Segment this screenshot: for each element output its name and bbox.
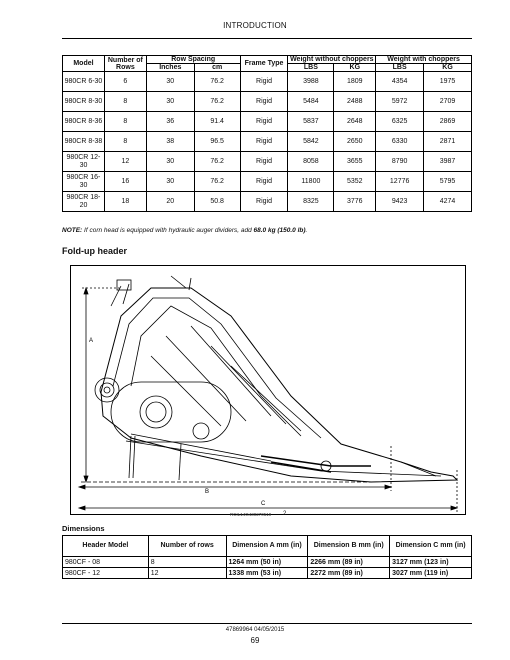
col-lbs-2: LBS: [376, 64, 424, 72]
cell-lbs-with: 8790: [376, 152, 424, 172]
footer-document-code: 47869964 04/05/2015: [225, 627, 285, 633]
cell-cm: 91.4: [194, 112, 240, 132]
cell-lbs-with: 6325: [376, 112, 424, 132]
figure-number: 2: [283, 511, 287, 517]
cell-inches: 30: [146, 152, 194, 172]
cell-dimension-c: 3127 mm (123 in): [390, 557, 472, 568]
label-c: C: [261, 501, 266, 507]
header-diagram: [71, 266, 465, 514]
note-value: 68.0 kg (150.0 lb): [253, 227, 306, 234]
cell-rows: 8: [104, 112, 146, 132]
cell-lbs-with: 4354: [376, 72, 424, 92]
cell-frame: Rigid: [240, 92, 288, 112]
fold-up-header-figure: [70, 265, 466, 515]
col-row-spacing: Row Spacing: [146, 56, 240, 64]
cell-dimension-a: 1338 mm (53 in): [226, 568, 308, 579]
spec-header-row-1: [63, 56, 472, 64]
cell-kg-without: 3655: [334, 152, 376, 172]
table-row: [63, 172, 472, 192]
table-row: [63, 92, 472, 112]
cell-model: 980CR 18-20: [63, 192, 105, 212]
cell-number-of-rows: 8: [148, 557, 226, 568]
col-weight-without: Weight without choppers: [288, 56, 376, 64]
cell-header-model: 980CF - 12: [63, 568, 149, 579]
note-text: If corn head is equipped with hydraulic auger dividers, add: [82, 227, 254, 234]
cell-inches: 38: [146, 132, 194, 152]
table-row: [63, 568, 472, 579]
note-end: .: [305, 227, 308, 234]
col-kg-1: KG: [334, 64, 376, 72]
cell-model: 980CR 8-38: [63, 132, 105, 152]
col-kg-2: KG: [424, 64, 472, 72]
cell-cm: 76.2: [194, 72, 240, 92]
note-label: NOTE:: [62, 227, 83, 234]
cell-number-of-rows: 12: [148, 568, 226, 579]
col-inches: Inches: [146, 64, 194, 72]
cell-kg-with: 2869: [424, 112, 472, 132]
weight-note: [62, 227, 307, 234]
cell-lbs-without: 5842: [288, 132, 334, 152]
cell-header-model: 980CF - 08: [63, 557, 149, 568]
cell-kg-without: 1809: [334, 72, 376, 92]
cell-lbs-without: 3988: [288, 72, 334, 92]
cell-kg-with: 1975: [424, 72, 472, 92]
cell-kg-without: 2648: [334, 112, 376, 132]
cell-kg-with: 5795: [424, 172, 472, 192]
cell-frame: Rigid: [240, 72, 288, 92]
col-header-model: Header Model: [63, 536, 149, 557]
cell-model: 980CR 6-30: [63, 72, 105, 92]
col-rows: Number of Rows: [104, 56, 146, 72]
cell-rows: 8: [104, 132, 146, 152]
cell-rows: 16: [104, 172, 146, 192]
cell-dimension-b: 2272 mm (89 in): [308, 568, 390, 579]
cell-dimension-c: 3027 mm (119 in): [390, 568, 472, 579]
cell-kg-without: 5352: [334, 172, 376, 192]
cell-rows: 18: [104, 192, 146, 212]
cell-lbs-with: 5972: [376, 92, 424, 112]
cell-lbs-with: 6330: [376, 132, 424, 152]
cell-cm: 76.2: [194, 172, 240, 192]
cell-lbs-with: 9423: [376, 192, 424, 212]
cell-model: 980CR 8-30: [63, 92, 105, 112]
cell-cm: 50.8: [194, 192, 240, 212]
cell-rows: 6: [104, 72, 146, 92]
table-row: [63, 557, 472, 568]
cell-cm: 76.2: [194, 92, 240, 112]
cell-cm: 76.2: [194, 152, 240, 172]
cell-lbs-with: 12776: [376, 172, 424, 192]
label-a: A: [89, 338, 94, 344]
cell-kg-with: 4274: [424, 192, 472, 212]
cell-rows: 12: [104, 152, 146, 172]
cell-frame: Rigid: [240, 192, 288, 212]
table-row: [63, 112, 472, 132]
dimensions-title: Dimensions: [62, 524, 105, 533]
col-dimension-c: Dimension C mm (in): [390, 536, 472, 557]
col-frame: Frame Type: [240, 56, 288, 72]
table-row: [63, 132, 472, 152]
specifications-table: [62, 55, 472, 212]
header-rule: [62, 38, 472, 39]
cell-kg-with: 3987: [424, 152, 472, 172]
section-title-fold-up-header: Fold-up header: [62, 246, 127, 256]
cell-frame: Rigid: [240, 132, 288, 152]
cell-dimension-b: 2266 mm (89 in): [308, 557, 390, 568]
col-model: Model: [63, 56, 105, 72]
label-b: B: [205, 489, 210, 495]
cell-model: 980CR 8-36: [63, 112, 105, 132]
page-number: 69: [250, 636, 260, 645]
cell-cm: 96.5: [194, 132, 240, 152]
cell-kg-without: 2650: [334, 132, 376, 152]
cell-inches: 30: [146, 172, 194, 192]
cell-inches: 36: [146, 112, 194, 132]
cell-frame: Rigid: [240, 172, 288, 192]
dims-header-row: [63, 536, 472, 557]
col-cm: cm: [194, 64, 240, 72]
table-row: [63, 192, 472, 212]
cell-frame: Rigid: [240, 152, 288, 172]
col-dimension-a: Dimension A mm (in): [226, 536, 308, 557]
cell-lbs-without: 5484: [288, 92, 334, 112]
footer-rule: [62, 623, 472, 624]
cell-kg-without: 3776: [334, 192, 376, 212]
cell-lbs-without: 11800: [288, 172, 334, 192]
col-dimension-b: Dimension B mm (in): [308, 536, 390, 557]
cell-frame: Rigid: [240, 112, 288, 132]
cell-inches: 30: [146, 72, 194, 92]
table-row: [63, 152, 472, 172]
col-weight-with: Weight with choppers: [376, 56, 472, 64]
table-row: [63, 72, 472, 92]
cell-lbs-without: 8058: [288, 152, 334, 172]
cell-kg-without: 2488: [334, 92, 376, 112]
cell-kg-with: 2871: [424, 132, 472, 152]
col-lbs-1: LBS: [288, 64, 334, 72]
cell-lbs-without: 5837: [288, 112, 334, 132]
cell-model: 980CR 16-30: [63, 172, 105, 192]
cell-kg-with: 2709: [424, 92, 472, 112]
col-number-of-rows: Number of rows: [148, 536, 226, 557]
cell-model: 980CR 12-30: [63, 152, 105, 172]
cell-inches: 30: [146, 92, 194, 112]
cell-rows: 8: [104, 92, 146, 112]
dimensions-table: [62, 535, 472, 579]
cell-lbs-without: 8325: [288, 192, 334, 212]
cell-dimension-a: 1264 mm (50 in): [226, 557, 308, 568]
page-header-title: INTRODUCTION: [223, 21, 287, 30]
figure-code: RCIL14G430270519: [230, 512, 272, 517]
cell-inches: 20: [146, 192, 194, 212]
